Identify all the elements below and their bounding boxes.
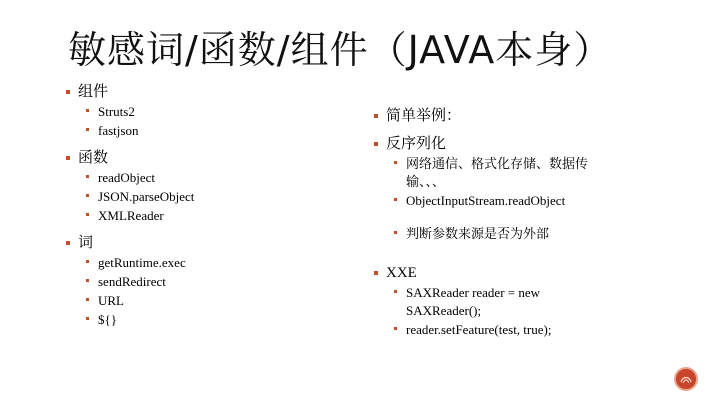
- right-column: [372, 104, 672, 339]
- left-column: [64, 80, 344, 329]
- bullet-setfeature: reader.setFeature(test, true);: [392, 321, 672, 339]
- bullet-fastjson: fastjson: [84, 122, 344, 140]
- bullet-xmlreader: XMLReader: [84, 207, 344, 225]
- bullet-words: 词: [64, 233, 344, 253]
- bullet-readobject: readObject: [84, 169, 344, 187]
- bullet-deserialize: 反序列化: [372, 134, 672, 154]
- bullet-example: 简单举例：: [372, 106, 672, 126]
- bullet-objectinputstream: ObjectInputStream.readObject: [392, 192, 672, 210]
- bullet-param-source: 判断参数来源是否为外部: [392, 225, 672, 243]
- bullet-saxreader: SAXReader reader = new SAXReader();: [392, 284, 596, 320]
- bullet-network-storage: 网络通信、格式化存储、数据传输、、、: [392, 155, 616, 191]
- bullet-json-parseobject: JSON.parseObject: [84, 188, 344, 206]
- bullet-sendredirect: sendRedirect: [84, 273, 344, 291]
- bullet-functions: 函数: [64, 148, 344, 168]
- bullet-xxe: XXE: [372, 263, 672, 283]
- slide-title: 敏感词/函数/组件（JAVA本身）: [68, 28, 613, 72]
- bullet-el-expression: ${}: [84, 311, 344, 329]
- bullet-components: 组件: [64, 82, 344, 102]
- bullet-struts2: Struts2: [84, 103, 344, 121]
- logo-icon: [674, 367, 698, 391]
- bullet-getruntime-exec: getRuntime.exec: [84, 254, 344, 272]
- bullet-url: URL: [84, 292, 344, 310]
